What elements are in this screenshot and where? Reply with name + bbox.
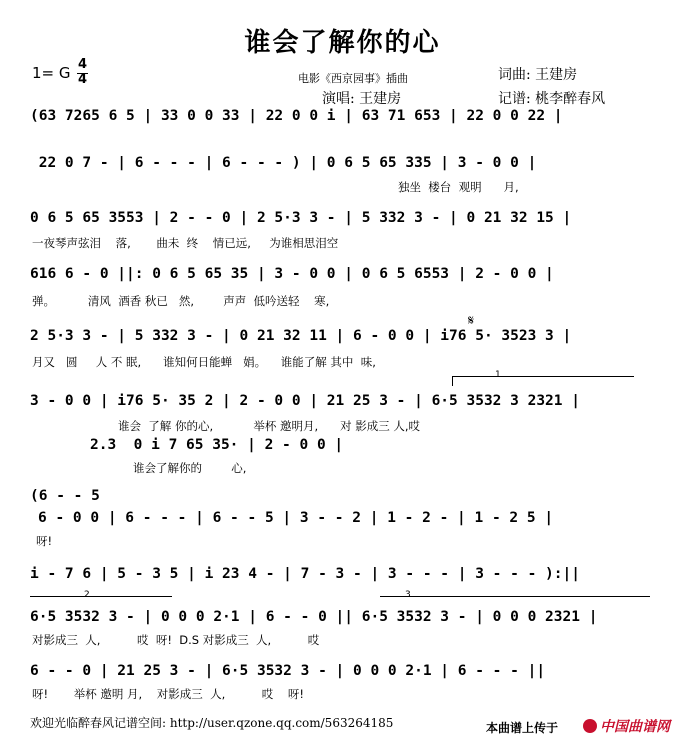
volta-2-label: 2 [84,590,90,600]
key-signature: 1= G [32,64,71,82]
lyrics-row-7: 呀! [36,534,53,548]
singer-credit: 演唱: 王建房 [322,91,402,107]
footer-welcome: 欢迎光临醉春风记谱空间: http://user.qzone.qq.com/563264185 [30,716,394,730]
lyricist-credit: 词曲: 王建房 [498,67,578,83]
logo-icon [583,719,597,733]
time-signature-bottom: 4 [78,72,88,87]
lyrics-row-6: 谁会 了解 你的心, 举杯 邀明月, 对 影成三 人,哎 [118,419,421,433]
notation-row-6: 3 - 0 0 | i76 5· 35 2 | 2 - 0 0 | 21 25 3 - | 6·5 3532 3 2321 | [30,393,580,409]
notation-row-3: 0 6 5 65 3553 | 2 - - 0 | 2 5·3 3 - | 5 332 3 - | 0 21 32 15 | [30,210,572,226]
volta-1-label: 1 [495,370,501,380]
transcriber-credit: 记谱: 桃李醉春风 [498,91,606,107]
lyrics-row-4: 弹。 清风 酒香 秋已 然, 声声 低吟送轻 寒, [32,294,330,308]
lyrics-row-9: 对影成三 人, 哎 呀! D.S 对影成三 人, 哎 [32,633,320,647]
volta-3-label: 3 [405,590,411,600]
lyrics-row-2: 独坐 楼台 观明 月, [398,180,519,194]
film-subtitle: 电影《西京园事》插曲 [298,72,408,85]
notation-row-8: i - 7 6 | 5 - 3 5 | i 23 4 - | 7 - 3 - | 3 - - - | 3 - - - ):|| [30,566,580,582]
lyrics-row-6b: 谁会了解你的 心, [133,461,247,475]
time-signature-top: 4 [78,57,88,72]
notation-row-1: (63 7265 6 5 | 33 0 0 33 | 22 0 0 i | 63 71 653 | 22 0 0 22 | [30,108,563,124]
notation-row-7: 6 - 0 0 | 6 - - - | 6 - - 5 | 3 - - 2 | 1 - 2 - | 1 - 2 5 | [38,510,554,526]
lyrics-row-5: 月又 圆 人 不 眠, 谁知何日能蝉 娟。 谁能了解 其中 味, [32,355,376,369]
notation-row-6b: 2.3 0 i 7 65 35· | 2 - 0 0 | [90,437,344,453]
upload-note: 本曲谱上传于 [486,721,559,735]
lyrics-row-10: 呀! 举杯 邀明 月, 对影成三 人, 哎 呀! [32,687,305,701]
notation-row-2: 22 0 7 - | 6 - - - | 6 - - - ) | 0 6 5 65 335 | 3 - 0 0 | [30,155,537,171]
lyrics-row-3: 一夜琴声弦泪 落, 曲未 终 情已远, 为谁相思泪空 [32,236,339,250]
segno-mark: 𝄋 [468,313,475,329]
notation-row-9: 6·5 3532 3 - | 0 0 0 2·1 | 6 - - 0 || 6·5 3532 3 - | 0 0 0 2321 | [30,609,598,625]
notation-row-5: 2 5·3 3 - | 5 332 3 - | 0 21 32 11 | 6 - 0 0 | i76 5· 3523 3 | [30,328,572,344]
notation-row-4: 616 6 - 0 ||: 0 6 5 65 35 | 3 - 0 0 | 0 6 5 6553 | 2 - 0 0 | [30,266,554,282]
score-title: 谁会了解你的心 [244,28,441,58]
notation-row-7-upper: (6 - - 5 [30,488,100,504]
notation-row-10: 6 - - 0 | 21 25 3 - | 6·5 3532 3 - | 0 0 0 2·1 | 6 - - - || [30,663,546,679]
site-logo: 中国曲谱网 [600,719,670,735]
